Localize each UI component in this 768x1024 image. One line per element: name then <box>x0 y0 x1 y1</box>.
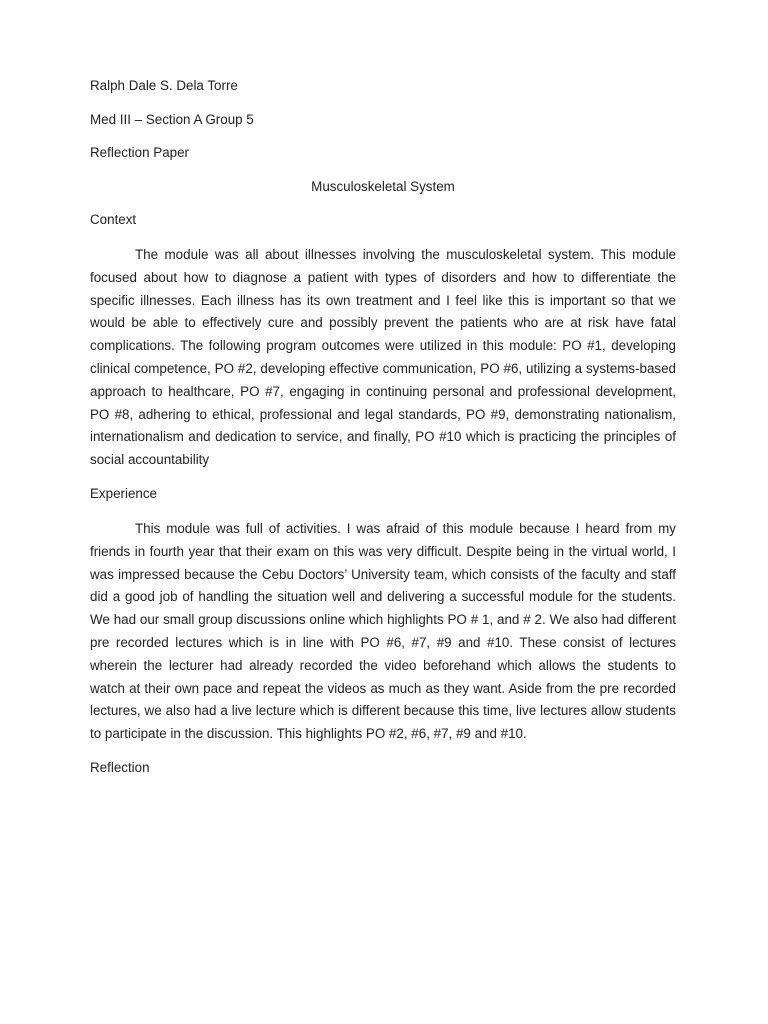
section-heading-context: Context <box>90 212 137 227</box>
section-heading-experience: Experience <box>90 485 157 501</box>
section-heading-reflection: Reflection <box>90 759 150 775</box>
document-page <box>90 77 676 792</box>
document-title: Musculoskeletal System <box>311 178 455 194</box>
section-body-context: The module was all about illnesses involving the musculoskeletal system. This module focused about how to diagnose a patient with types of disorders and how to differentiate the specific illnesses. Each illness has its own treatment and I feel like this is important so that we would be able to effectively cure and possibly prevent the patients who are at risk have fatal complications. The following program outcomes were utilized in this module: PO #1, developing clinical competence, PO #2, developing effective communication, PO #6, utilizing a systems-based approach to healthcare, PO #7, engaging in continuing personal and professional development, PO #8, adhering to ethical, professional and legal standards, PO #9, demonstrating nationalism, internationalism and dedication to service, and finally, PO #10 which is practicing the principles of social accountability <box>90 247 676 468</box>
document-type: Reflection Paper <box>90 145 189 160</box>
section-body-experience: This module was full of activities. I was afraid of this module because I heard from my friends in fourth year that their exam on this was very difficult. Despite being in the virtual world, I was impressed because the Cebu Doctors’ University team, which consists of the faculty and staff did a good job of handling the situation well and delivering a successful module for the students. We had our small group discussions online which highlights PO # 1, and # 2. We also had different pre recorded lectures which is in line with PO #6, #7, #9 and #10. These consist of lectures wherein the lecturer had already recorded the video beforehand which allows the students to watch at their own pace and repeat the videos as much as they want. Aside from the pre recorded lectures, we also had a live lecture which is different because this time, live lectures allow students to participate in the discussion. This highlights PO #2, #6, #7, #9 and #10. <box>90 520 676 742</box>
class-section: Med III – Section A Group 5 <box>90 111 254 127</box>
author-name: Ralph Dale S. Dela Torre <box>90 78 238 93</box>
